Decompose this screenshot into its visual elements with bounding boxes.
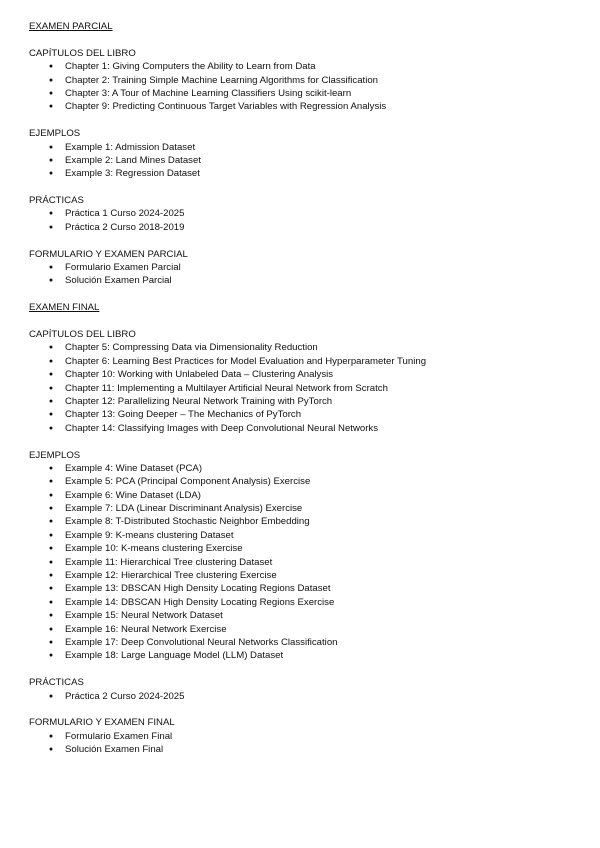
example-item-label[interactable]: Example 12: Hierarchical Tree clustering Exercise (65, 570, 277, 582)
final-capitulos-heading: CAPÍTULOS DEL LIBRO (29, 328, 136, 340)
example-item-label[interactable]: Example 9: K-means clustering Dataset (65, 529, 234, 541)
bullet-icon: ● (48, 424, 54, 432)
example-item-label[interactable]: Example 13: DBSCAN High Density Locating Regions Dataset (65, 583, 331, 595)
example-item[interactable] (29, 569, 579, 582)
bullet-icon: ● (48, 384, 54, 392)
bullet-icon: ● (48, 357, 54, 365)
document-page (29, 20, 579, 756)
spacer (29, 435, 579, 448)
example-item-label[interactable]: Example 2: Land Mines Dataset (65, 154, 201, 166)
formulario-item-label[interactable]: Solución Examen Parcial (65, 275, 172, 287)
final-ejemplos-heading: EJEMPLOS (29, 449, 81, 461)
example-item-label[interactable]: Example 7: LDA (Linear Discriminant Analysis) Exercise (65, 503, 303, 515)
example-item-label[interactable]: Example 4: Wine Dataset (PCA) (65, 462, 203, 474)
bullet-icon: ● (48, 397, 54, 405)
example-item-label[interactable]: Example 18: Large Language Model (LLM) Dataset (65, 650, 284, 662)
final-formulario-heading: FORMULARIO Y EXAMEN FINAL (29, 717, 175, 729)
bullet-icon: ● (48, 638, 54, 646)
spacer (29, 315, 579, 328)
bullet-icon: ● (48, 411, 54, 419)
spacer (29, 663, 579, 676)
chapter-item[interactable] (29, 341, 579, 354)
chapter-item[interactable] (29, 395, 579, 408)
chapter-item[interactable] (29, 355, 579, 368)
example-item[interactable] (29, 462, 579, 475)
parcial-formulario-heading: FORMULARIO Y EXAMEN PARCIAL (29, 248, 188, 260)
bullet-icon: ● (48, 76, 54, 84)
bullet-icon: ● (48, 478, 54, 486)
example-item-label[interactable]: Example 3: Regression Dataset (65, 168, 200, 180)
final-practicas-heading: PRÁCTICAS (29, 677, 84, 689)
chapter-item[interactable] (29, 74, 579, 87)
parcial-formulario-list (29, 261, 579, 288)
example-item-label[interactable]: Example 14: DBSCAN High Density Locating Regions Exercise (65, 596, 335, 608)
spacer (29, 288, 579, 301)
bullet-icon: ● (48, 344, 54, 352)
chapter-item-label[interactable]: Chapter 9: Predicting Continuous Target Variables with Regression Analysis (65, 101, 387, 113)
final-formulario-list (29, 730, 579, 757)
parcial-capitulos-heading: CAPÍTULOS DEL LIBRO (29, 47, 136, 59)
example-item[interactable] (29, 154, 579, 167)
chapter-item-label[interactable]: Chapter 12: Parallelizing Neural Network Training with PyTorch (65, 395, 333, 407)
example-item[interactable] (29, 649, 579, 662)
chapter-item-label[interactable]: Chapter 2: Training Simple Machine Learning Algorithms for Classification (65, 74, 379, 86)
example-item-label[interactable]: Example 15: Neural Network Dataset (65, 610, 223, 622)
practica-item-label[interactable]: Práctica 2 Curso 2024-2025 (65, 690, 185, 702)
example-item[interactable] (29, 489, 579, 502)
parcial-ejemplos-heading: EJEMPLOS (29, 128, 81, 140)
example-item[interactable] (29, 475, 579, 488)
chapter-item[interactable] (29, 87, 579, 100)
parcial-title: EXAMEN PARCIAL (29, 21, 113, 32)
example-item[interactable] (29, 542, 579, 555)
spacer (29, 114, 579, 127)
bullet-icon: ● (48, 558, 54, 566)
example-item-label[interactable]: Example 8: T-Distributed Stochastic Neighbor Embedding (65, 516, 310, 528)
bullet-icon: ● (48, 277, 54, 285)
practica-item[interactable] (29, 690, 579, 703)
chapter-item[interactable] (29, 368, 579, 381)
bullet-icon: ● (48, 156, 54, 164)
example-item[interactable] (29, 596, 579, 609)
formulario-item[interactable] (29, 274, 579, 287)
example-item[interactable] (29, 502, 579, 515)
formulario-item-label[interactable]: Solución Examen Final (65, 744, 164, 756)
bullet-icon: ● (48, 505, 54, 513)
final-ejemplos-list (29, 462, 579, 663)
example-item-label[interactable]: Example 1: Admission Dataset (65, 141, 196, 153)
formulario-item[interactable] (29, 261, 579, 274)
bullet-icon: ● (48, 625, 54, 633)
spacer (29, 33, 579, 46)
bullet-icon: ● (48, 464, 54, 472)
chapter-item-label[interactable]: Chapter 13: Going Deeper – The Mechanics of PyTorch (65, 409, 302, 421)
formulario-item-label[interactable]: Formulario Examen Parcial (65, 262, 181, 274)
parcial-practicas-heading: PRÁCTICAS (29, 195, 84, 207)
bullet-icon: ● (48, 572, 54, 580)
formulario-item[interactable] (29, 730, 579, 743)
example-item-label[interactable]: Example 16: Neural Network Exercise (65, 623, 227, 635)
parcial-practicas-list (29, 207, 579, 234)
bullet-icon: ● (48, 491, 54, 499)
bullet-icon: ● (48, 545, 54, 553)
practica-item[interactable] (29, 221, 579, 234)
example-item-label[interactable]: Example 10: K-means clustering Exercise (65, 543, 243, 555)
bullet-icon: ● (48, 598, 54, 606)
final-practicas-list (29, 690, 579, 703)
bullet-icon: ● (48, 103, 54, 111)
chapter-item[interactable] (29, 60, 579, 73)
example-item[interactable] (29, 623, 579, 636)
bullet-icon: ● (48, 371, 54, 379)
parcial-ejemplos-list (29, 141, 579, 181)
practica-item-label[interactable]: Práctica 2 Curso 2018-2019 (65, 221, 185, 233)
example-item[interactable] (29, 141, 579, 154)
bullet-icon: ● (48, 143, 54, 151)
final-title: EXAMEN FINAL (29, 302, 100, 314)
bullet-icon: ● (48, 264, 54, 272)
practica-item[interactable] (29, 207, 579, 220)
bullet-icon: ● (48, 210, 54, 218)
example-item[interactable] (29, 167, 579, 180)
chapter-item-label[interactable]: Chapter 5: Compressing Data via Dimensionality Reduction (65, 342, 318, 354)
bullet-icon: ● (48, 652, 54, 660)
bullet-icon: ● (48, 732, 54, 740)
example-item[interactable] (29, 609, 579, 622)
example-item-label[interactable]: Example 6: Wine Dataset (LDA) (65, 489, 201, 501)
formulario-item-label[interactable]: Formulario Examen Final (65, 730, 173, 742)
bullet-icon: ● (48, 170, 54, 178)
chapter-item-label[interactable]: Chapter 11: Implementing a Multilayer Artificial Neural Network from Scratch (65, 382, 388, 394)
chapter-item-label[interactable]: Chapter 3: A Tour of Machine Learning Classifiers Using scikit-learn (65, 87, 352, 99)
formulario-item[interactable] (29, 743, 579, 756)
example-item[interactable] (29, 582, 579, 595)
spacer (29, 703, 579, 716)
practica-item-label[interactable]: Práctica 1 Curso 2024-2025 (65, 208, 185, 220)
chapter-item[interactable] (29, 382, 579, 395)
example-item-label[interactable]: Example 17: Deep Convolutional Neural Networks Classification (65, 636, 338, 648)
chapter-item[interactable] (29, 408, 579, 421)
final-capitulos-list (29, 341, 579, 435)
chapter-item-label[interactable]: Chapter 1: Giving Computers the Ability to Learn from Data (65, 61, 316, 73)
bullet-icon: ● (48, 89, 54, 97)
bullet-icon: ● (48, 746, 54, 754)
example-item-label[interactable]: Example 5: PCA (Principal Component Analysis) Exercise (65, 476, 311, 488)
chapter-item-label[interactable]: Chapter 6: Learning Best Practices for Model Evaluation and Hyperparameter Tuning (65, 355, 427, 367)
spacer (29, 181, 579, 194)
bullet-icon: ● (48, 612, 54, 620)
example-item[interactable] (29, 529, 579, 542)
chapter-item[interactable] (29, 100, 579, 113)
spacer (29, 234, 579, 247)
bullet-icon: ● (48, 692, 54, 700)
bullet-icon: ● (48, 531, 54, 539)
example-item[interactable] (29, 556, 579, 569)
chapter-item[interactable] (29, 422, 579, 435)
bullet-icon: ● (48, 63, 54, 71)
parcial-capitulos-list (29, 60, 579, 114)
example-item[interactable] (29, 515, 579, 528)
example-item-label[interactable]: Example 11: Hierarchical Tree clustering Dataset (65, 556, 273, 568)
example-item[interactable] (29, 636, 579, 649)
chapter-item-label[interactable]: Chapter 14: Classifying Images with Deep Convolutional Neural Networks (65, 422, 379, 434)
bullet-icon: ● (48, 223, 54, 231)
bullet-icon: ● (48, 518, 54, 526)
bullet-icon: ● (48, 585, 54, 593)
chapter-item-label[interactable]: Chapter 10: Working with Unlabeled Data – Clustering Analysis (65, 369, 334, 381)
